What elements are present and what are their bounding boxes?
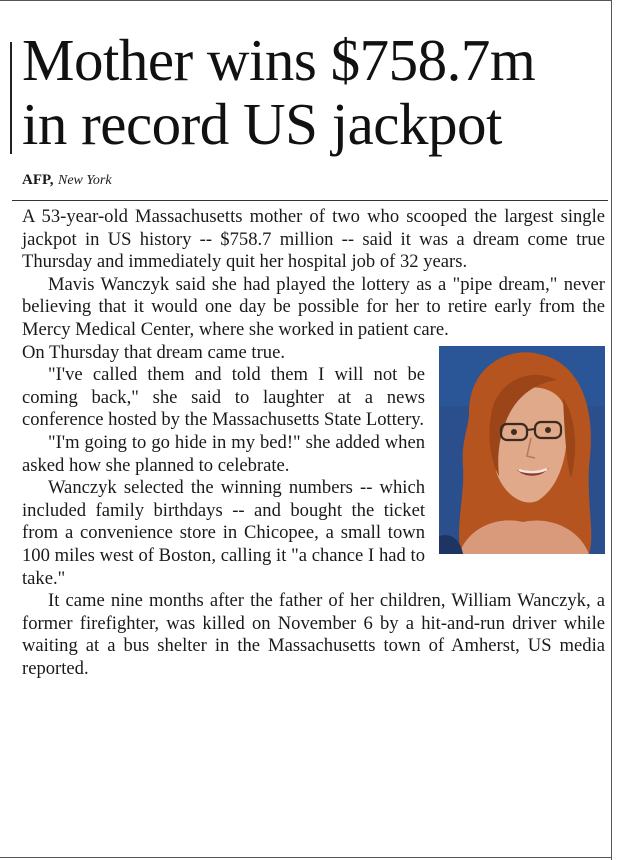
byline [22,172,112,189]
paragraph-6: Wanczyk selected the winning numbers -- which included family birthdays -- and bought the ticket from a convenience store in Chicopee, a small town 100 miles west of Boston, calling it "a chance I had to take." [22,477,425,589]
right-border [611,0,612,860]
top-border [0,0,612,1]
byline-place: New York [57,173,112,188]
paragraph-3: On Thursday that dream came true. [22,341,285,363]
headline-line-2: in record US jackpot [22,91,502,157]
portrait-image [439,346,605,554]
headline-accent-bar [10,42,12,154]
paragraph-2: Mavis Wanczyk said she had played the lottery as a "pipe dream," never believing that it would one day be possible for her to retire early from the Mercy Medical Center, where she worked in patient care. [22,273,605,340]
portrait-photo [439,346,605,554]
paragraph-7: It came nine months after the father of her children, William Wanczyk, a former firefighter, was killed on November 6 by a hit-and-run driver while waiting at a bus shelter in the Massachusetts town of Amherst, US media reported. [22,590,605,679]
article-body [22,206,605,680]
headline-line-1: Mother wins $758.7m [22,27,536,93]
byline-divider [12,200,608,201]
paragraph-5: "I'm going to go hide in my bed!" she added when asked how she planned to celebrate. [22,431,425,476]
paragraph-1: A 53-year-old Massachusetts mother of two who scooped the largest single jackpot in US history -- $758.7 million -- said it was a dream come true Thursday and immediately quit her hospital job of 32 years. [22,206,605,273]
paragraph-4: "I've called them and told them I will not be coming back," she said to laughter at a news conference hosted by the Massachusetts State Lottery. [22,364,425,431]
byline-agency: AFP, [22,172,54,188]
bottom-border [0,857,612,858]
headline [22,28,608,156]
